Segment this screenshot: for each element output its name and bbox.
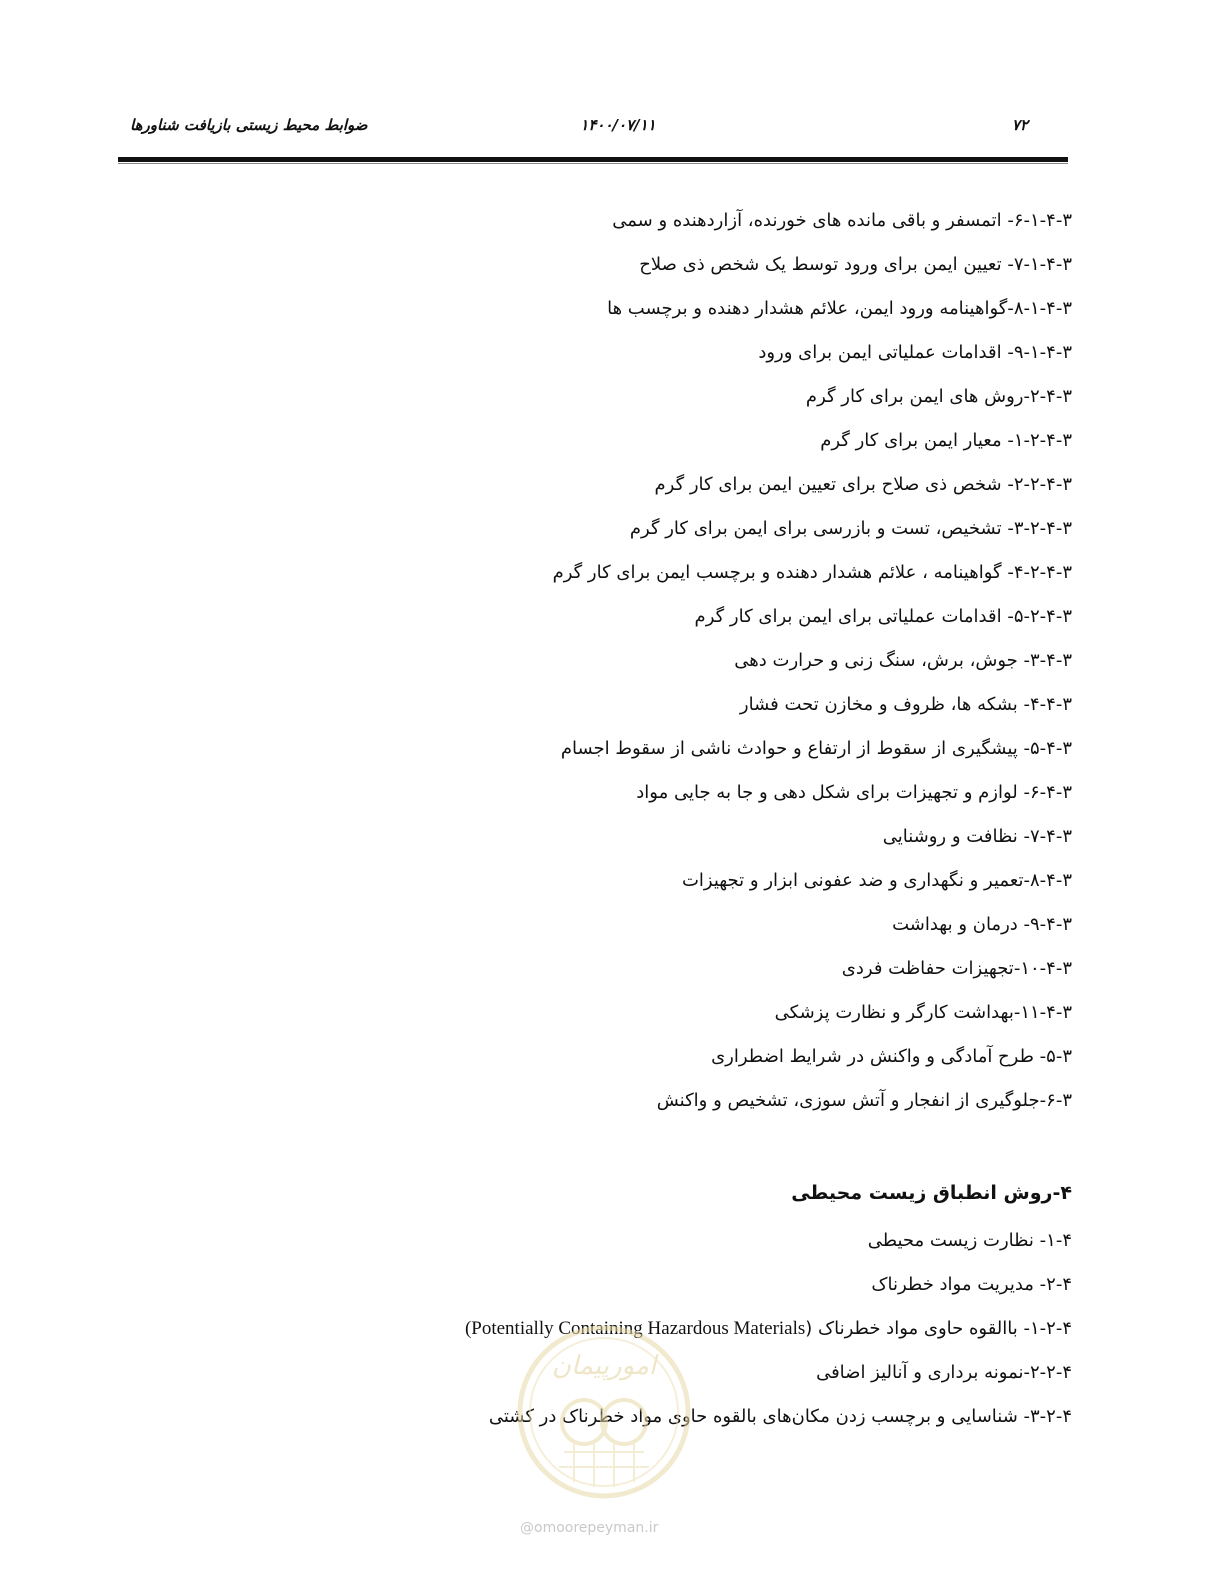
toc-item: ۱-۲-۴-۳- معیار ایمن برای کار گرم xyxy=(820,430,1072,451)
toc-item: ۲-۲-۴-نمونه برداری و آنالیز اضافی xyxy=(816,1362,1072,1383)
header-divider xyxy=(118,157,1068,162)
toc-item: ۹-۴-۳- درمان و بهداشت xyxy=(892,914,1072,935)
toc-item: ۵-۳- طرح آمادگی و واکنش در شرایط اضطراری xyxy=(711,1046,1072,1067)
toc-item: ۷-۴-۳- نظافت و روشنایی xyxy=(882,826,1072,847)
section-heading: ۴-روش انطباق زیست محیطی xyxy=(791,1182,1072,1204)
document-title: ضوابط محیط زیستی بازیافت شناورها xyxy=(130,116,368,134)
toc-item: ۳-۴-۳- جوش، برش، سنگ زنی و حرارت دهی xyxy=(734,650,1072,671)
toc-item-english: (Potentially Containing Hazardous Materials xyxy=(464,1318,806,1339)
toc-item: ۲-۴-۳-روش های ایمن برای کار گرم xyxy=(805,386,1072,407)
table-of-contents xyxy=(292,210,1072,1134)
document-date: ۱۴۰۰/۰۷/۱۱ xyxy=(580,116,656,134)
toc-item: ۳-۲-۴- شناسایی و برچسب زدن مکان‌های بالقوه حاوی مواد خطرناک در کشتی xyxy=(488,1406,1072,1427)
toc-item: ۸-۴-۳-تعمیر و نگهداری و ضد عفونی ابزار و تجهیزات xyxy=(681,870,1072,891)
toc-item: ۷-۱-۴-۳- تعیین ایمن برای ورود توسط یک شخص ذی صلاح xyxy=(639,254,1072,275)
toc-item: ۱۱-۴-۳-بهداشت کارگر و نظارت پزشکی xyxy=(774,1002,1072,1023)
toc-item: ۵-۲-۴-۳- اقدامات عملیاتی برای ایمن برای کار گرم xyxy=(694,606,1072,627)
toc-item-persian: ۱-۲-۴- باالقوه حاوی مواد خطرناک ( xyxy=(805,1318,1072,1339)
toc-item: ۸-۱-۴-۳-گواهینامه ورود ایمن، علائم هشدار دهنده و برچسب ها xyxy=(607,298,1072,319)
page-header xyxy=(118,116,1068,146)
watermark-url: @omoorepeyman.ir xyxy=(520,1520,659,1536)
toc-item: ۲-۴- مدیریت مواد خطرناک xyxy=(871,1274,1072,1295)
watermark-text: امورپیمان xyxy=(551,1351,657,1381)
toc-item: ۶-۴-۳- لوازم و تجهیزات برای شکل دهی و جا به جایی مواد xyxy=(636,782,1072,803)
toc-item: ۶-۱-۴-۳- اتمسفر و باقی مانده های خورنده، آزاردهنده و سمی xyxy=(612,210,1072,231)
toc-item: ۴-۴-۳- بشکه ها، ظروف و مخازن تحت فشار xyxy=(739,694,1072,715)
toc-item: ۶-۳-جلوگیری از انفجار و آتش سوزی، تشخیص و واکنش xyxy=(656,1090,1072,1111)
toc-item: ۲-۲-۴-۳- شخص ذی صلاح برای تعیین ایمن برای کار گرم xyxy=(654,474,1072,495)
toc-item: ۵-۴-۳- پیشگیری از سقوط از ارتفاع و حوادث ناشی از سقوط اجسام xyxy=(560,738,1072,759)
toc-item: ۴-۲-۴-۳- گواهینامه ، علائم هشدار دهنده و برچسب ایمن برای کار گرم xyxy=(552,562,1072,583)
toc-item: ۹-۱-۴-۳- اقدامات عملیاتی ایمن برای ورود xyxy=(758,342,1072,363)
toc-item: ۱۰-۴-۳-تجهیزات حفاظت فردی xyxy=(841,958,1072,979)
watermark-seal-icon xyxy=(514,1322,694,1502)
toc-item: ۳-۲-۴-۳- تشخیص، تست و بازرسی برای ایمن برای کار گرم xyxy=(629,518,1072,539)
page-number: ۷۲ xyxy=(1011,116,1028,134)
toc-item: ۱-۴- نظارت زیست محیطی xyxy=(867,1230,1072,1251)
header-divider-shadow xyxy=(118,163,1068,164)
